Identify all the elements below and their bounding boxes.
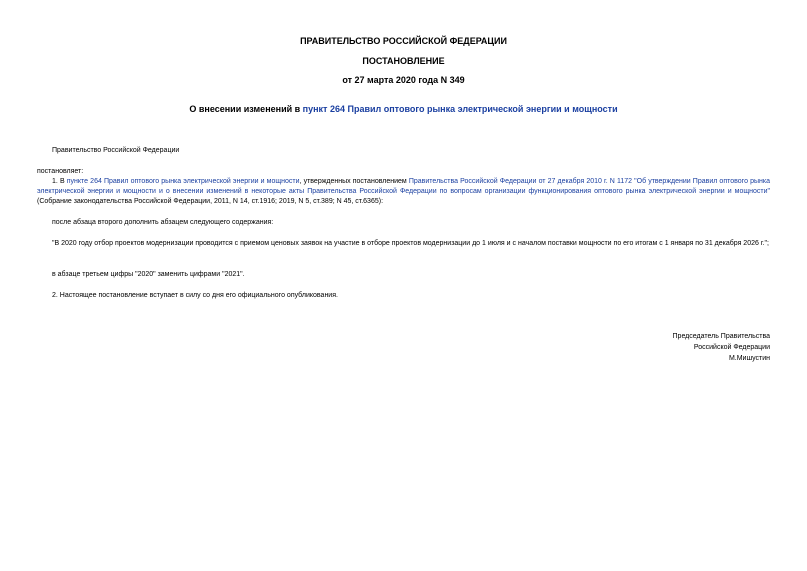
resolves-text: постановляет: bbox=[37, 168, 84, 175]
item-1-paragraph bbox=[37, 177, 770, 207]
signature-organization: Российской Федерации bbox=[693, 344, 770, 351]
signature-position: Председатель Правительства bbox=[672, 333, 770, 340]
document-date-number: от 27 марта 2020 года N 349 bbox=[342, 75, 465, 85]
intro-text: Правительство Российской Федерации bbox=[52, 147, 180, 154]
replace-text: в абзаце третьем цифры "2020" заменить цифрами "2021". bbox=[52, 271, 245, 278]
quoted-paragraph: "В 2020 году отбор проектов модернизации проводится с приемом ценовых заявок на участие в отборе проектов модернизации до 1 июля и с началом поставки мощности по его итогам с 1 января по 31 декабря 2026 г."; bbox=[52, 240, 769, 247]
government-heading: ПРАВИТЕЛЬСТВО РОССИЙСКОЙ ФЕДЕРАЦИИ bbox=[300, 36, 507, 46]
item-2-paragraph: 2. Настоящее постановление вступает в силу со дня его официального опубликования. bbox=[52, 292, 338, 299]
item-1-decree-link[interactable]: Правительства Российской Федерации от 27 декабря 2010 г. N 1172 "Об утверждении Правил оптового рынка электрической энергии и мощности и о внесении изменений в некоторые акты Правительства Российской Федерации по вопросам организации функционирования оптового рынка электрической энергии и мощности" bbox=[37, 178, 770, 195]
signature-name: М.Мишустин bbox=[728, 355, 770, 362]
document-type: ПОСТАНОВЛЕНИЕ bbox=[362, 56, 445, 66]
title-link[interactable]: пункт 264 Правил оптового рынка электрической энергии и мощности bbox=[302, 104, 618, 114]
item-1-text: , утвержденных постановлением bbox=[299, 178, 409, 185]
item-1-citation: (Собрание законодательства Российской Федерации, 2011, N 14, ст.1916; 2019, N 5, ст.389; N 45, ст.6365): bbox=[37, 198, 384, 205]
after-paragraph-text: после абзаца второго дополнить абзацем следующего содержания: bbox=[52, 219, 274, 226]
signature-block bbox=[470, 331, 770, 364]
item-1-rules-link[interactable]: пункте 264 Правил оптового рынка электрической энергии и мощности bbox=[66, 178, 300, 185]
item-1-number: 1. В bbox=[52, 178, 67, 185]
document-title bbox=[0, 104, 807, 115]
title-prefix: О внесении изменений в bbox=[189, 104, 303, 114]
